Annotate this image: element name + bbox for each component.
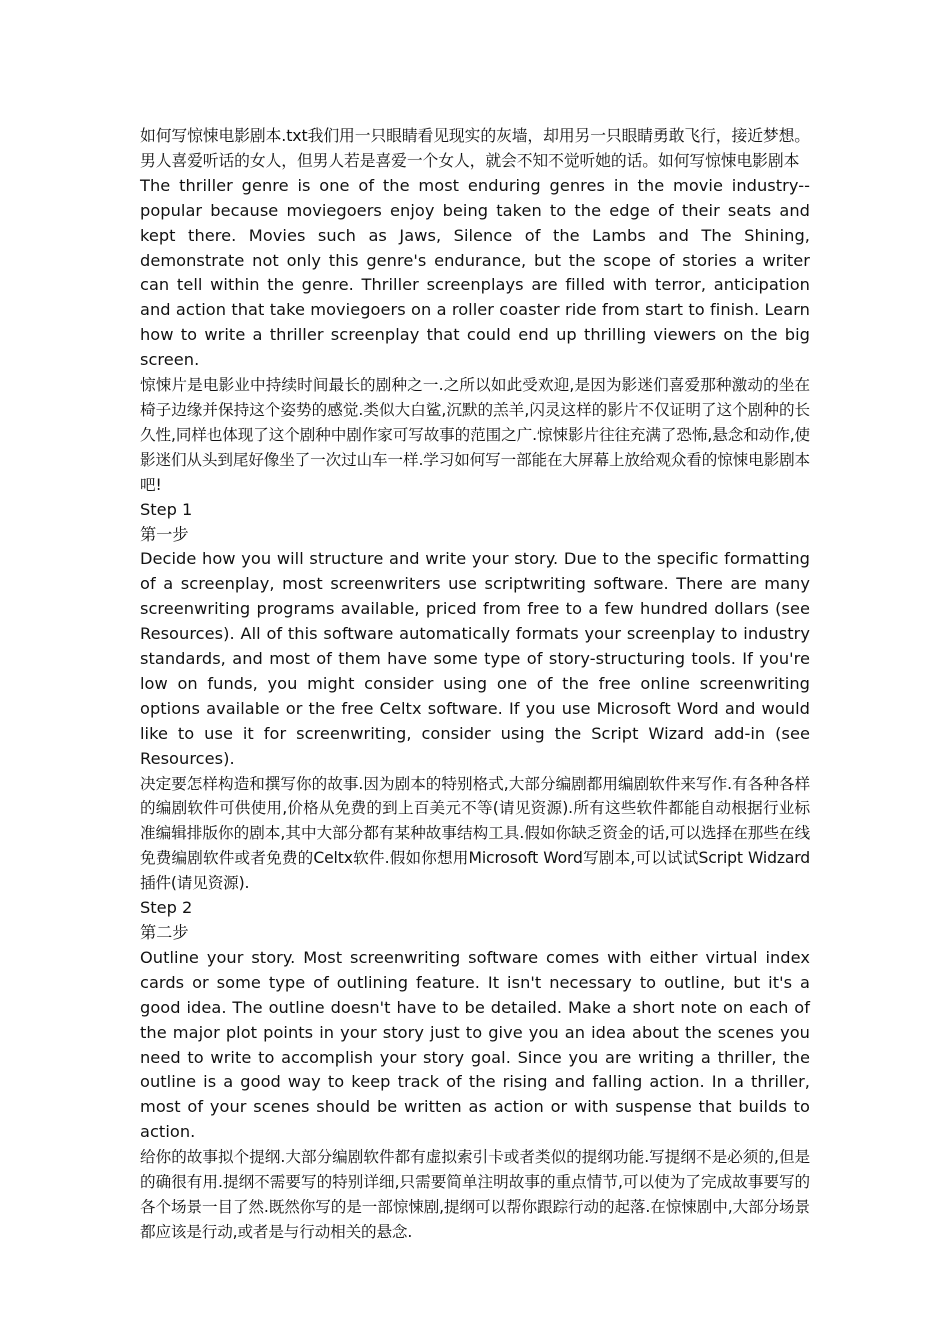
intro-english-paragraph: The thriller genre is one of the most enduring genres in the movie industry--popular because moviegoers enjoy being taken to the edge of their seats and kept there. Movies such as Jaws, Silence of the Lambs and The Shining, demonstrate not only this genre's endurance, but the scope of stories a writer can tell within the genre. Thriller screenplays are filled with terror, anticipation and action that take moviegoers on a roller coaster ride from start to finish. Learn how to write a thriller screenplay that could end up thrilling viewers on the big screen. (140, 175, 810, 370)
intro-chinese-paragraph: 如何写惊悚电影剧本.txt我们用一只眼睛看见现实的灰墙，却用另一只眼睛勇敢飞行，接近梦想。男人喜爱听话的女人，但男人若是喜爱一个女人，就会不知不觉听她的话。如何写惊悚电影剧本 (140, 126, 810, 170)
document-page (140, 124, 810, 1245)
step-2-section (140, 896, 810, 1245)
step-1-section (140, 498, 810, 897)
step-1-chinese-paragraph: 决定要怎样构造和撰写你的故事.因为剧本的特别格式,大部分编剧都用编剧软件来写作.有各种各样的编剧软件可供使用,价格从免费的到上百美元不等(请见资源).所有这些软件都能自动根据行业标准编辑排版你的剧本,其中大部分都有某种故事结构工具.假如你缺乏资金的话,可以选择在那些在线免费编剧软件或者免费的Celtx软件.假如你想用Microsoft Word写剧本,可以试试Script Widzard插件(请见资源). (140, 774, 810, 893)
step-2-chinese-paragraph: 给你的故事拟个提纲.大部分编剧软件都有虚拟索引卡或者类似的提纲功能.写提纲不是必须的,但是的确很有用.提纲不需要写的特别详细,只需要简单注明故事的重点情节,可以使为了完成故事要写的各个场景一目了然.既然你写的是一部惊悚剧,提纲可以帮你跟踪行动的起落.在惊悚剧中,大部分场景都应该是行动,或者是与行动相关的悬念. (140, 1148, 810, 1241)
step-1-label-zh: 第一步 (140, 524, 189, 544)
step-2-label-en: Step 2 (140, 898, 193, 918)
step-2-english-paragraph: Outline your story. Most screenwriting software comes with either virtual index cards or some type of outlining feature. It isn't necessary to outline, but it's a good idea. The outline doesn't have to be detailed. Make a short note on each of the major plot points in your story just to give you an idea about the scenes you need to write to accomplish your story goal. Since you are writing a thriller, the outline is a good way to keep track of the rising and falling action. In a thriller, most of your scenes should be written as action or with suspense that builds to action. (140, 947, 810, 1142)
step-1-label-en: Step 1 (140, 499, 193, 519)
step-1-english-paragraph: Decide how you will structure and write your story. Due to the specific formatting of a screenplay, most screenwriters use scriptwriting software. There are many screenwriting programs available, priced from free to a few hundred dollars (see Resources). All of this software automatically formats your screenplay to industry standards, and most of them have some type of story-structuring tools. If you're low on funds, you might consider using one of the free online screenwriting options available or the free Celtx software. If you use Microsoft Word and would like to use it for screenwriting, consider using the Script Wizard add-in (see Resources). (140, 549, 810, 768)
step-2-label-zh: 第二步 (140, 923, 189, 942)
intro-translation-paragraph: 惊悚片是电影业中持续时间最长的剧种之一.之所以如此受欢迎,是因为影迷们喜爱那种激动的坐在椅子边缘并保持这个姿势的感觉.类似大白鲨,沉默的羔羊,闪灵这样的影片不仅证明了这个剧种的长久性,同样也体现了这个剧种中剧作家可写故事的范围之广.惊悚影片往往充满了恐怖,悬念和动作,使影迷们从头到尾好像坐了一次过山车一样.学习如何写一部能在大屏幕上放给观众看的惊悚电影剧本吧! (140, 376, 810, 494)
